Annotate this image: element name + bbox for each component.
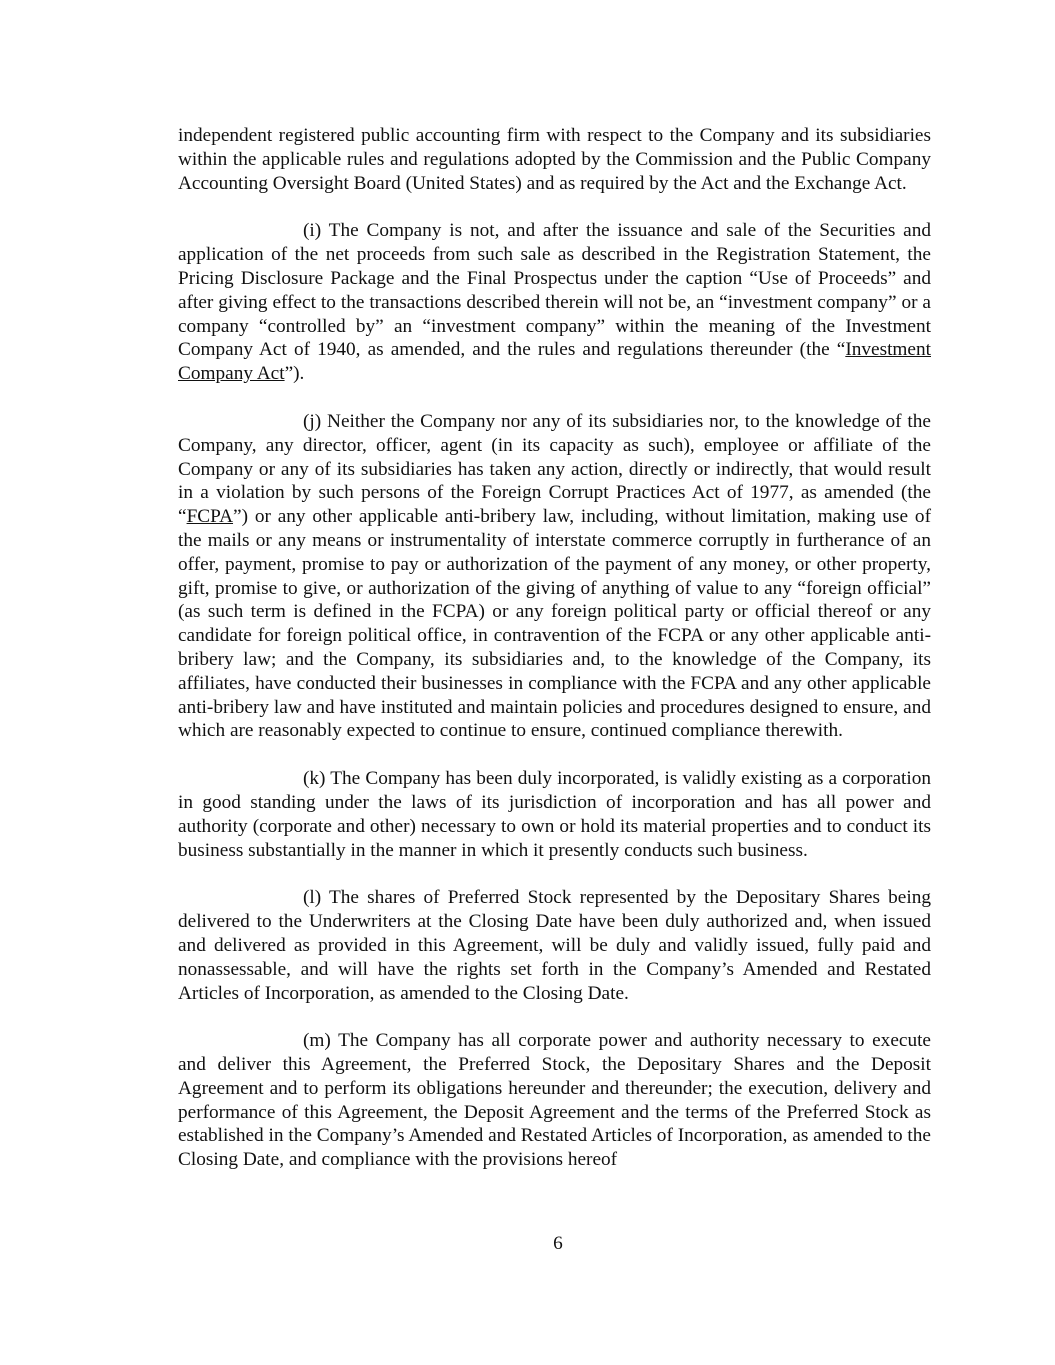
paragraph-j-text: (j) Neither the Company nor any of its subsidiaries nor, to the knowledge of the Company, any director, officer, agent (in its capacity as such), employee or affiliate of the Company or any of its subsidiaries has taken any action, directly or indirectly, that would result in a violation by such persons of the Foreign Corrupt Practices Act of 1977, as amended (the “	[178, 410, 931, 528]
paragraph-m: (m) The Company has all corporate power and authority necessary to execute and deliver this Agreement, the Preferred Stock, the Depositary Shares and the Deposit Agreement and to perform its obligations hereunder and thereunder; the execution, delivery and performance of this Agreement, the Deposit Agreement and the terms of the Preferred Stock as established in the Company’s Amended and Restated Articles of Incorporation, as amended to the Closing Date, and compliance with the provisions hereof	[178, 1030, 931, 1171]
paragraph-i	[178, 219, 931, 386]
paragraph-k: (k) The Company has been duly incorporated, is validly existing as a corporation in good standing under the laws of its jurisdiction of incorporation and has all power and authority (corporate and other) necessary to own or hold its material properties and to conduct its business substantially in the manner in which it presently conducts such business.	[178, 768, 931, 861]
defined-term-investment-company-act: Investment Company Act	[178, 339, 931, 385]
defined-term-fcpa: FCPA	[186, 506, 234, 528]
paragraph-j-rest: ”) or any other applicable anti-bribery law, including, without limitation, making use of the mails or any means or instrumentality of interstate commerce corruptly in furtherance of an offer, payment, promise to pay or authorization of the payment of any money, or other property, gift, promise to give, or authorization of the giving of anything of value to any “foreign official” (as such term is defined in the FCPA) or any foreign political party or official thereof or any candidate for foreign political office, in contravention of the FCPA or any other applicable anti-bribery law; and the Company, its subsidiaries and, to the knowledge of the Company, its affiliates, have conducted their businesses in compliance with the FCPA and any other applicable anti-bribery law and have instituted and maintain policies and procedures designed to ensure, and which are reasonably expected to continue to ensure, continued compliance therewith.	[178, 506, 931, 742]
document-page	[178, 124, 931, 1196]
paragraph-j	[178, 410, 931, 743]
paragraph-i-closing: ”).	[284, 363, 305, 385]
page-number: 6	[553, 1233, 563, 1254]
paragraph-continuation: independent registered public accounting firm with respect to the Company and its subsidiaries within the applicable rules and regulations adopted by the Commission and the Public Company Accounting Oversight Board (United States) and as required by the Act and the Exchange Act.	[178, 125, 931, 194]
paragraph-l: (l) The shares of Preferred Stock represented by the Depositary Shares being delivered to the Underwriters at the Closing Date have been duly authorized and, when issued and delivered as provided in this Agreement, will be duly and validly issued, fully paid and nonassessable, and will have the rights set forth in the Company’s Amended and Restated Articles of Incorporation, as amended to the Closing Date.	[178, 887, 931, 1004]
paragraph-i-text: (i) The Company is not, and after the issuance and sale of the Securities and application of the net proceeds from such sale as described in the Registration Statement, the Pricing Disclosure Package and the Final Prospectus under the caption “Use of Proceeds” and after giving effect to the transactions described therein will not be, an “investment company” or a company “controlled by” an “investment company” within the meaning of the Investment Company Act of 1940, as amended, and the rules and regulations thereunder (the “	[178, 220, 931, 361]
